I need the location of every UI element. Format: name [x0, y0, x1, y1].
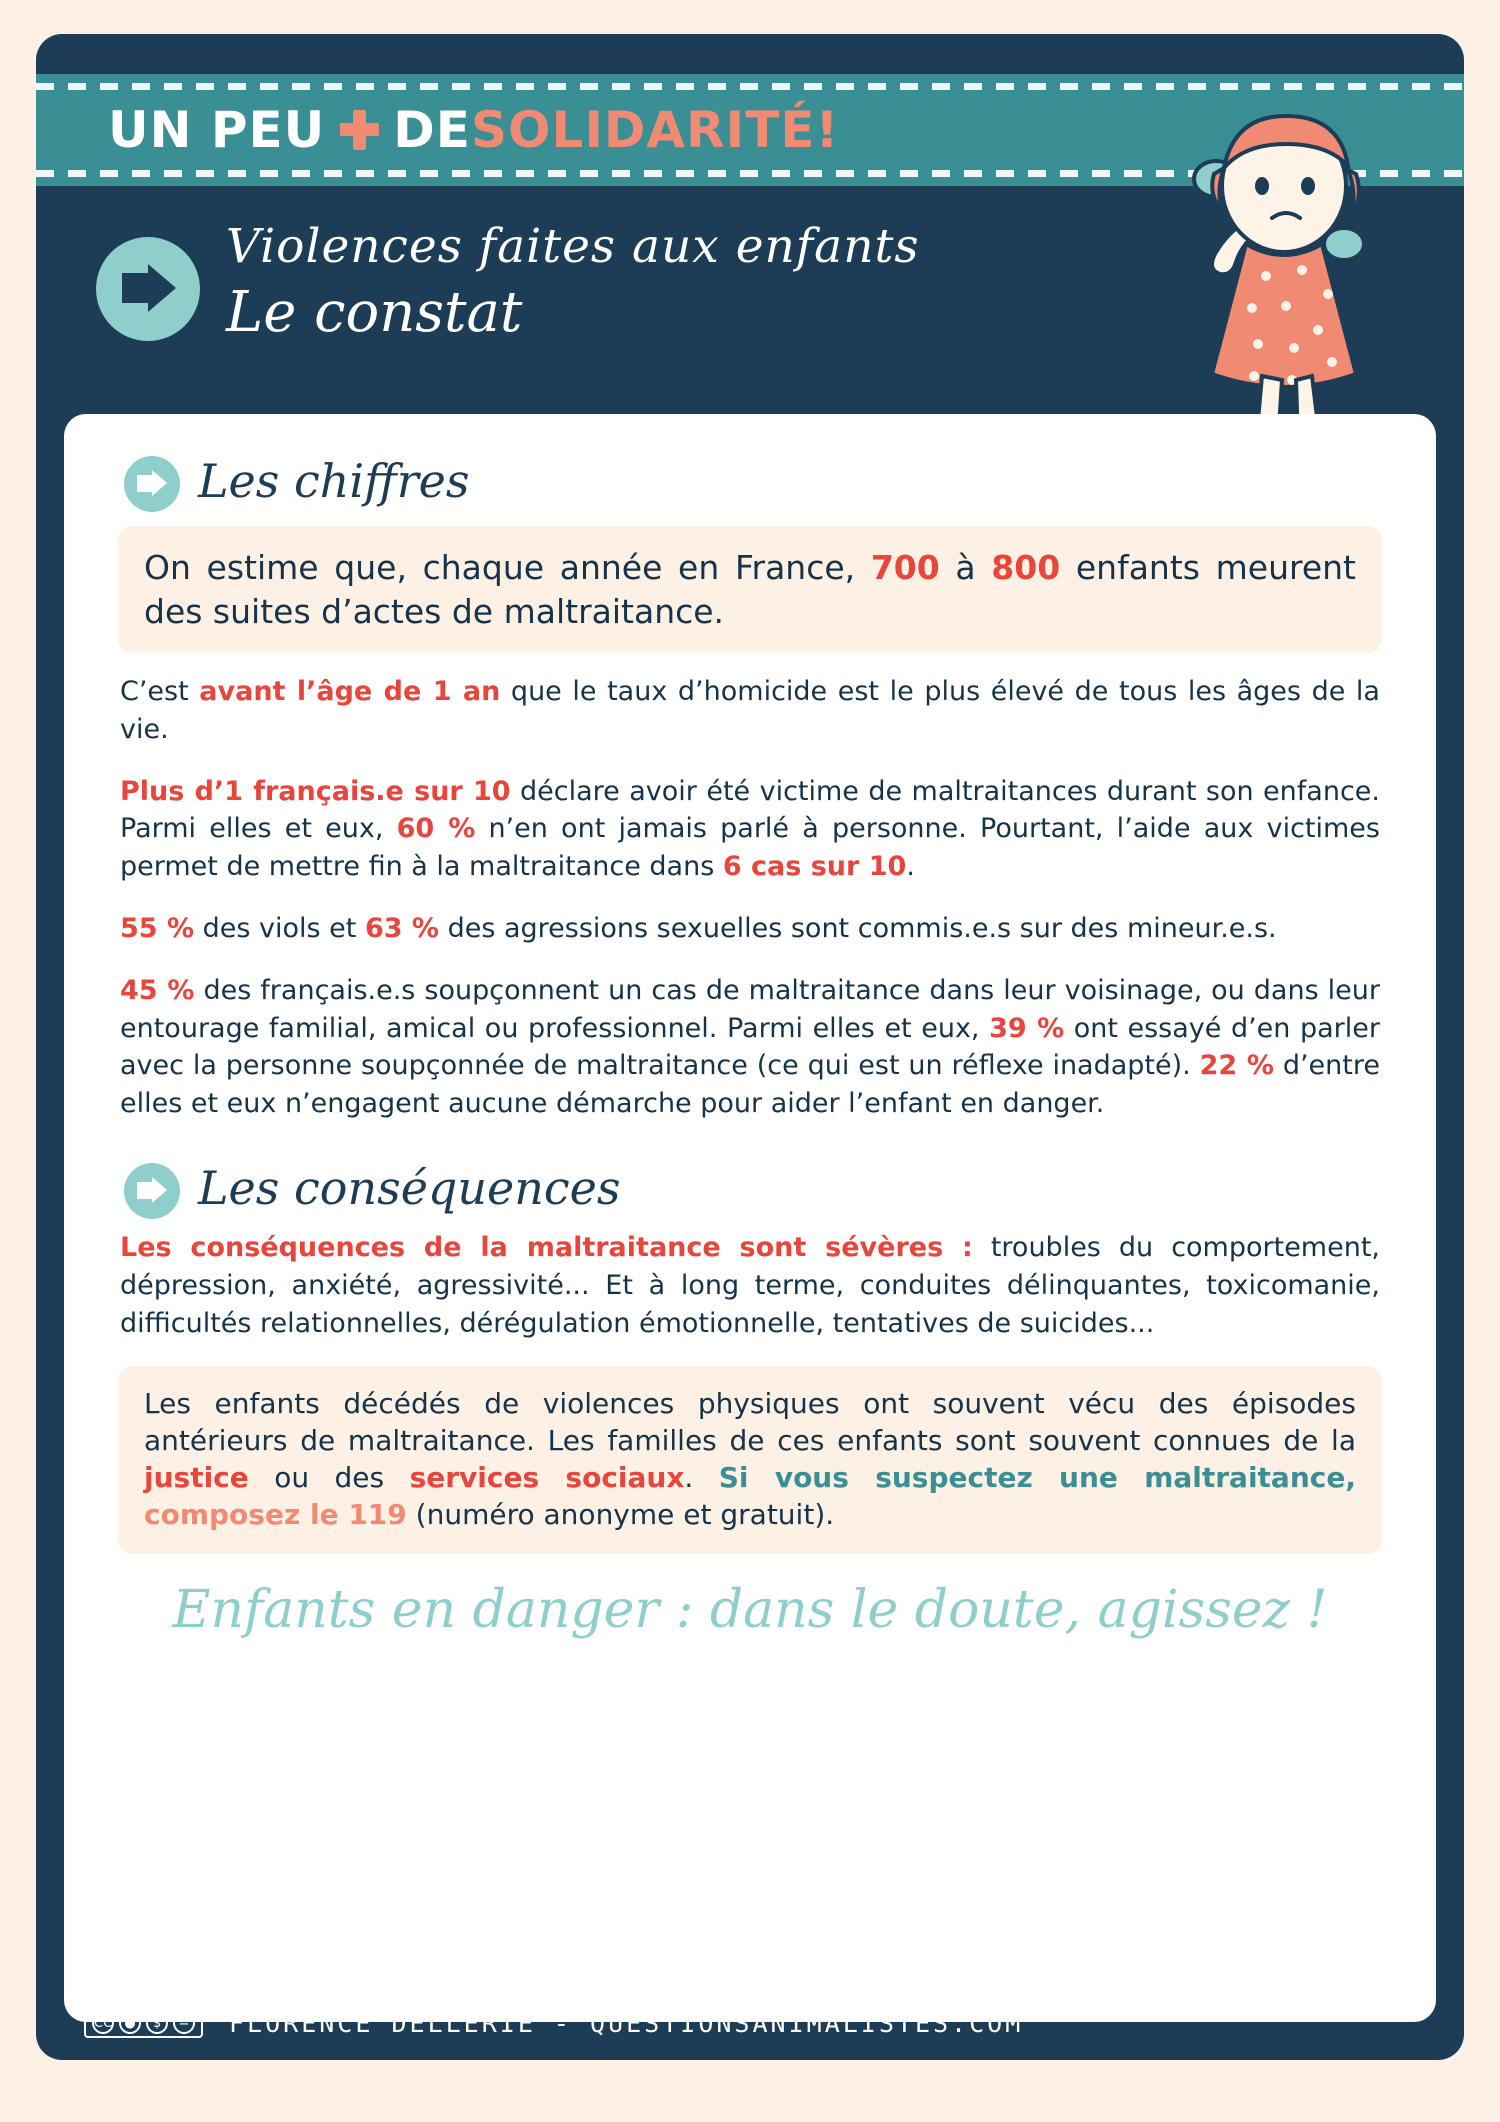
p4-d: ont essayé d’en parler avec la personne soupçonnée de maltraitance (ce qui est un réflexe inadapté). [120, 1012, 1380, 1082]
p2-c: 60 % [396, 813, 476, 845]
p1-c: que le taux d’homicide est le plus élevé de tous les âges de la vie. [120, 676, 1380, 745]
c2-b: justice [144, 1461, 249, 1495]
p3-d: des agressions sexuelles sont commis.e.s sur des mineur.e.s. [438, 913, 1277, 945]
footer [36, 1994, 1464, 2052]
highlight-statistic-box [118, 526, 1382, 653]
cc-license-icon [84, 2008, 203, 2038]
brand-title [108, 101, 839, 159]
brand-word-1: UN PEU [108, 101, 326, 159]
section-title-figures: Les chiffres [198, 454, 470, 508]
p4-a: 45 % [120, 974, 195, 1006]
paragraph-consequences [120, 1229, 1380, 1342]
c2-g: composez le 119 [144, 1498, 407, 1532]
plus-icon [337, 108, 381, 152]
arrow-right-icon [96, 237, 200, 341]
content-panel [64, 414, 1436, 2022]
p2-d: n’en ont jamais parlé à personne. Pourtant, l’aide aux victimes permet de mettre fin à la maltraitance dans [120, 813, 1380, 883]
paragraph-suspicion [120, 972, 1380, 1123]
page-title [96, 219, 919, 345]
footer-credit: FLORENCE DELLERIE - QUESTIONSANIMALISTES.COM [229, 2008, 1024, 2038]
p3-a: 55 % [120, 913, 195, 945]
c2-d: services sociaux [409, 1461, 685, 1495]
brand-word-3: SOLIDARITÉ [470, 101, 816, 159]
by-icon: ● [119, 2012, 141, 2034]
brand-word-2: DE [393, 101, 471, 159]
p4-f: d’entre elles et eux n’engagent aucune démarche pour aider l’enfant en danger. [120, 1050, 1380, 1120]
section-header-figures [124, 450, 1396, 512]
highlight-pre: On estime que, chaque année en France, [144, 548, 871, 587]
p4-c: 39 % [989, 1012, 1065, 1044]
title-line-2: Le constat [226, 280, 523, 345]
c2-f: Si vous suspectez une maltraitance, [718, 1461, 1356, 1495]
p2-f: . [906, 851, 915, 883]
p2-b: déclare avoir été victime de maltraitances durant son enfance. Parmi elles et eux, [120, 775, 1380, 845]
highlight-number-2: 800 [991, 548, 1061, 587]
highlight-post: enfants meurent des suites d’actes de maltraitance. [144, 548, 1356, 631]
callout-box-119 [118, 1366, 1382, 1554]
c1-b: troubles du comportement, dépression, anxiété, agressivité... Et à long terme, conduites délinquantes, toxicomanie, difficultés relationnelles, dérégulation émotionnelle, tentatives de suicides... [120, 1232, 1381, 1339]
arrow-right-icon [124, 456, 180, 512]
brand-word-4: ! [815, 101, 840, 159]
paragraph-age [120, 673, 1380, 749]
c2-c: ou des [248, 1461, 410, 1495]
highlight-number-1: 700 [870, 548, 940, 587]
p3-c: 63 % [364, 913, 439, 945]
p1-b: avant l’âge de 1 an [199, 676, 501, 708]
main-card [36, 34, 1464, 2060]
p4-e: 22 % [1199, 1050, 1274, 1082]
p2-e: 6 cas sur 10 [722, 851, 907, 883]
title-text-group [226, 219, 919, 345]
p1-a: C’est [120, 676, 200, 708]
title-line-1: Violences faites aux enfants [226, 219, 920, 274]
section-header-consequences [124, 1157, 1396, 1219]
dashed-line-top [36, 83, 1464, 90]
highlight-statistic-text [144, 546, 1356, 633]
c2-e: . [684, 1461, 719, 1495]
p4-b: des français.e.s soupçonnent un cas de maltraitance dans leur voisinage, ou dans leur entourage familial, amical ou professionnel. Parmi elles et eux, [120, 974, 1380, 1044]
c2-a: Les enfants décédés de violences physiques ont souvent vécu des épisodes antérieurs de maltraitance. Les familles de ces enfants sont souvent connues de la [144, 1387, 1356, 1458]
nd-icon: = [173, 2012, 195, 2034]
nc-icon: $ [146, 2012, 168, 2034]
cc-icon: CC [92, 2012, 114, 2034]
creative-commons-badge [84, 2008, 203, 2038]
p3-b: des viols et [194, 913, 365, 945]
p2-a: Plus d’1 français.e sur 10 [120, 775, 511, 807]
c1-a: Les conséquences de la maltraitance sont sévères : [120, 1232, 973, 1264]
closing-slogan: Enfants en danger : dans le doute, agissez ! [172, 1580, 1328, 1641]
section-title-consequences: Les conséquences [198, 1161, 621, 1216]
arrow-right-icon [124, 1163, 180, 1219]
paragraph-assaults [120, 910, 1380, 948]
highlight-mid: à [939, 548, 992, 587]
c2-h: (numéro anonyme et gratuit). [406, 1498, 835, 1532]
paragraph-victims [120, 773, 1380, 886]
callout-text-119 [144, 1386, 1356, 1534]
